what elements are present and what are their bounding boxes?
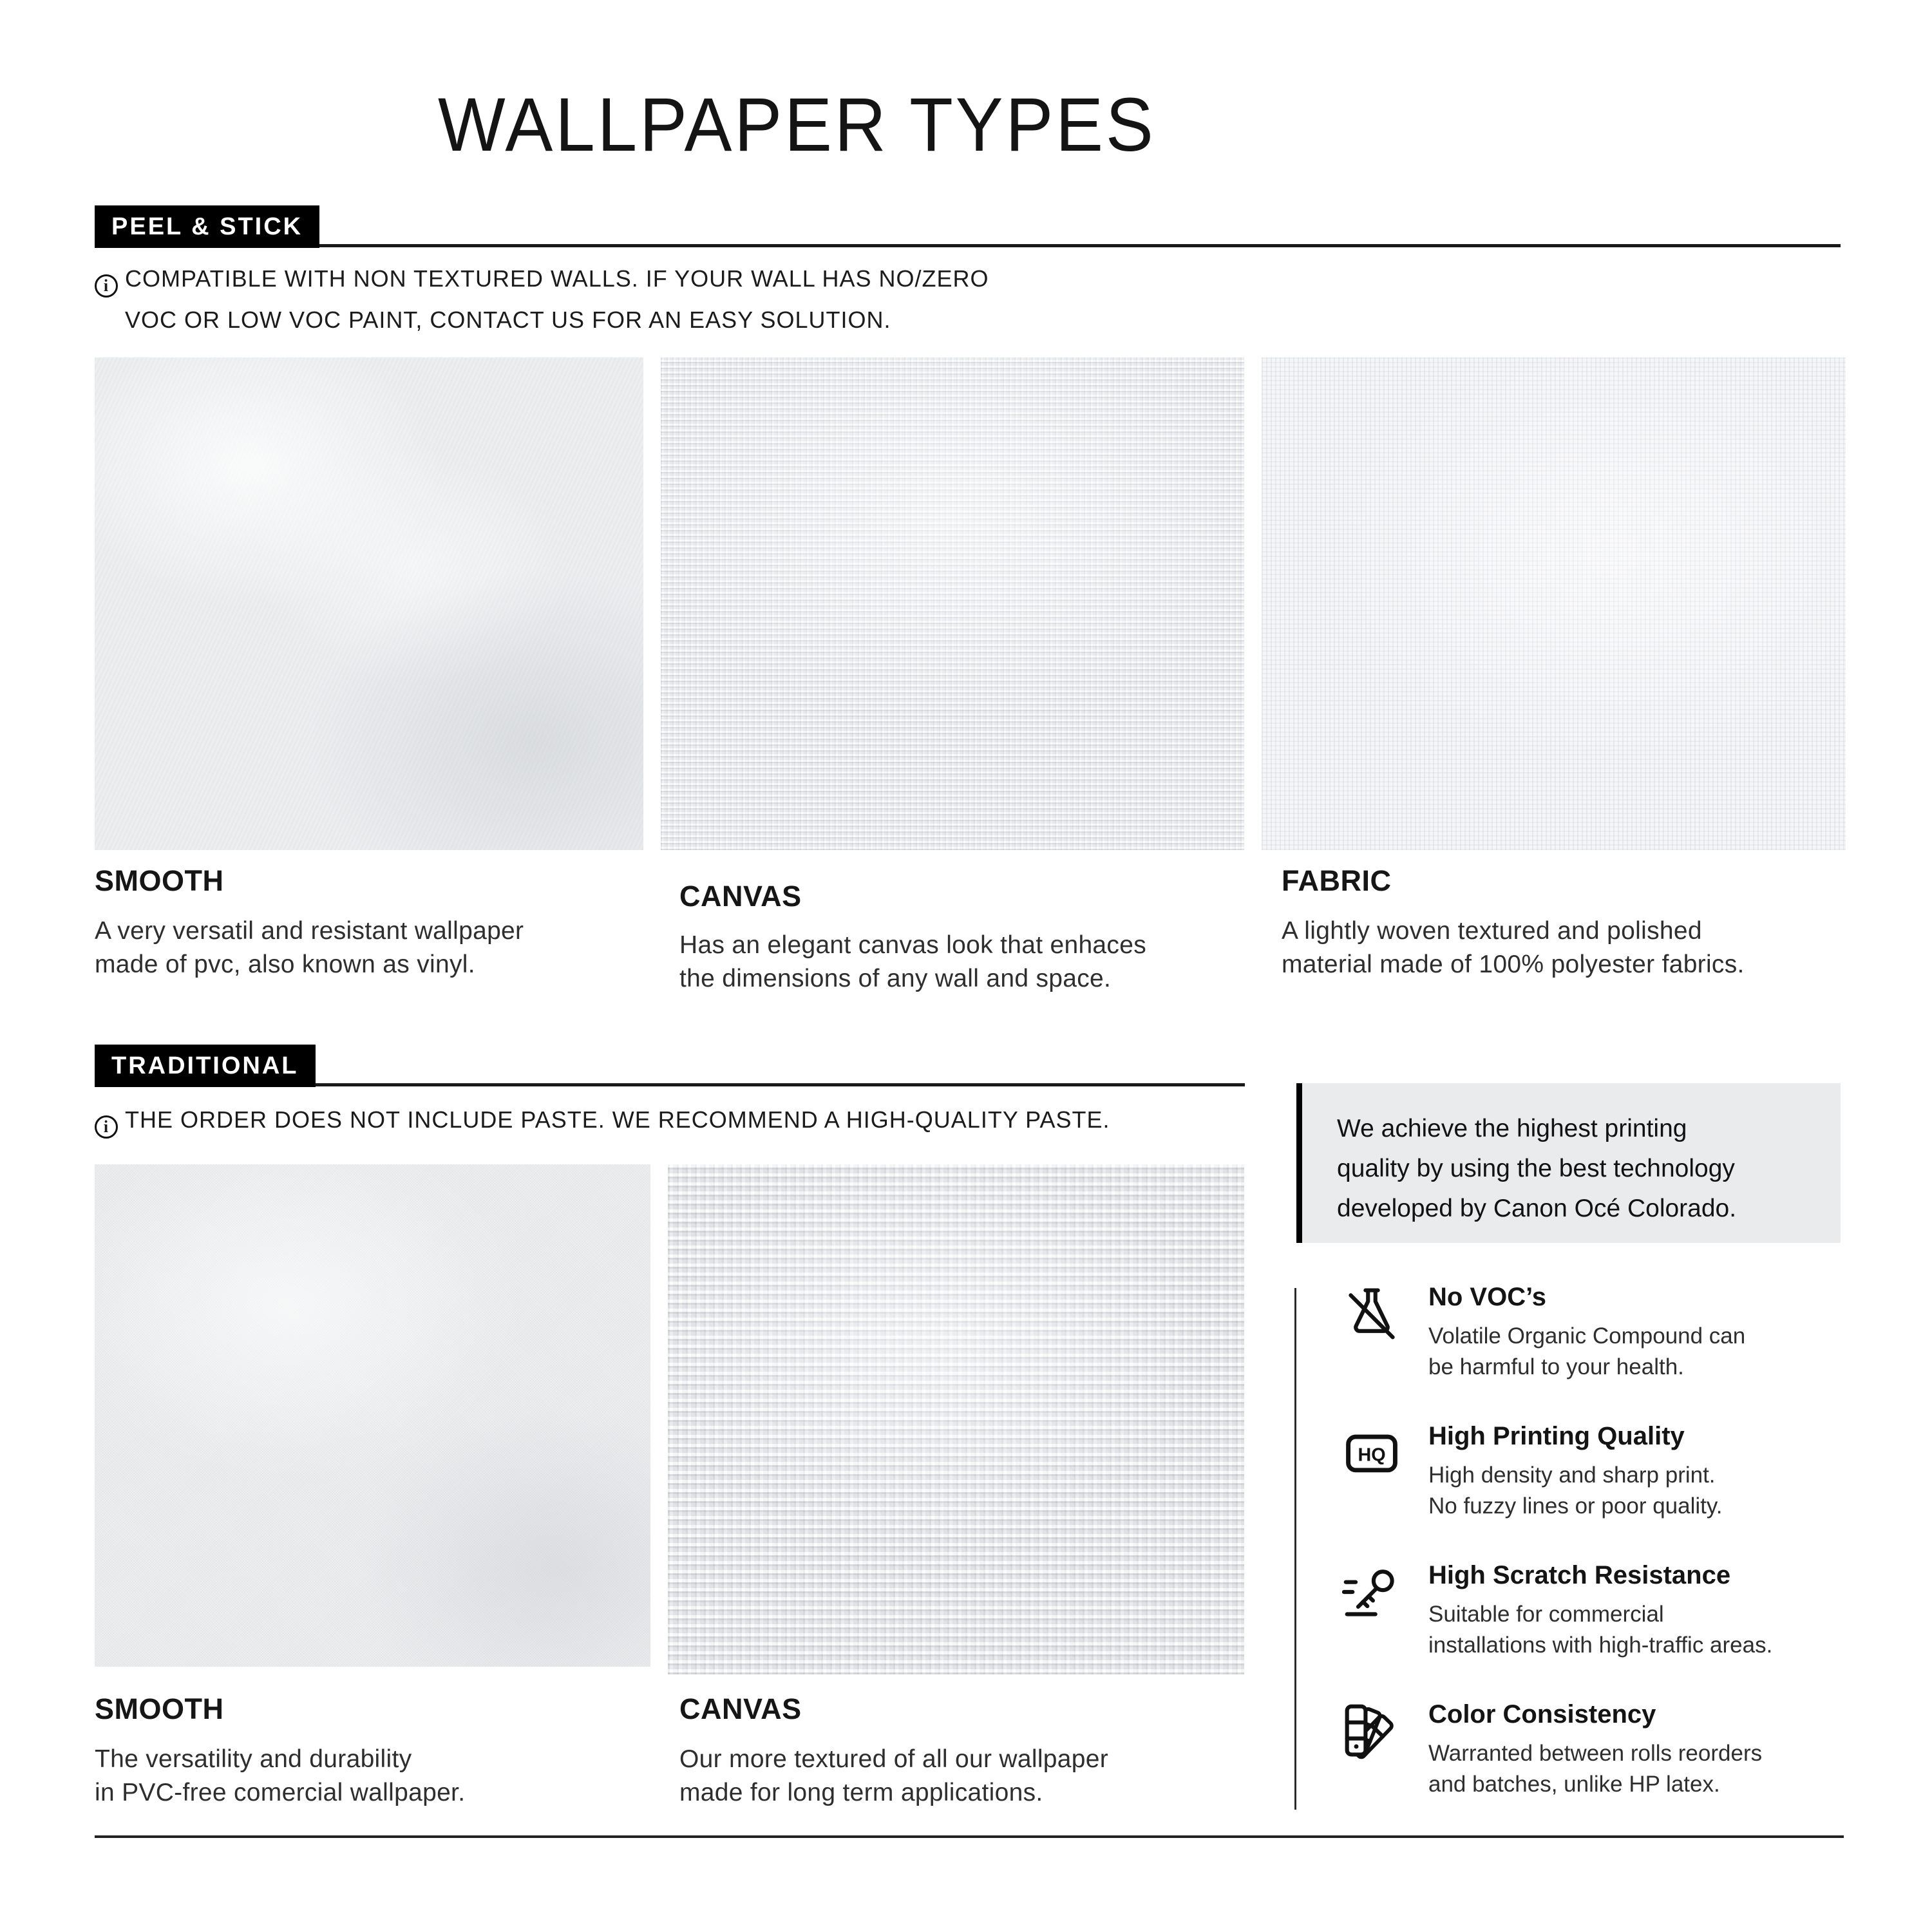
traditional-smooth-swatch: [95, 1164, 650, 1667]
traditional-canvas-swatch: [668, 1164, 1244, 1674]
feature-desc-line2: installations with high-traffic areas.: [1428, 1633, 1773, 1658]
peel-stick-section-rule: [95, 244, 1841, 247]
peel-stick-note-line2: VOC OR LOW VOC PAINT, CONTACT US FOR AN EASY SOLUTION.: [125, 307, 891, 333]
peel-stick-canvas-swatch: [661, 357, 1244, 850]
feature-title: Color Consistency: [1428, 1700, 1656, 1728]
feature-desc-line1: Volatile Organic Compound can: [1428, 1323, 1746, 1349]
traditional-note-text1: THE ORDER DOES NOT INCLUDE PASTE. WE RECOMMEND A HIGH-QUALITY PASTE.: [125, 1106, 1110, 1133]
feature-high-scratch-resistance: [1342, 1561, 1877, 1661]
page-title: WALLPAPER TYPES: [438, 82, 1156, 167]
quality-note-line1: We achieve the highest printing: [1337, 1115, 1687, 1142]
traditional-note-line1: [95, 1106, 1110, 1139]
peel-stick-fabric-swatch: [1262, 357, 1846, 850]
feature-desc-line1: Suitable for commercial: [1428, 1602, 1664, 1627]
quality-note-line2: quality by using the best technology: [1337, 1155, 1735, 1182]
peel-stick-note-text1: COMPATIBLE WITH NON TEXTURED WALLS. IF YOUR WALL HAS NO/ZERO: [125, 265, 989, 292]
printing-quality-note: [1296, 1083, 1841, 1243]
swatch-desc: in PVC-free comercial wallpaper.: [95, 1779, 466, 1806]
bottom-rule: [95, 1835, 1844, 1838]
peel-stick-note: [95, 265, 989, 334]
hq-badge-icon: [1342, 1423, 1401, 1482]
no-voc-flask-icon: [1342, 1284, 1401, 1343]
features-divider: [1294, 1288, 1296, 1810]
quality-note-line3: developed by Canon Océ Colorado.: [1337, 1195, 1737, 1222]
swatch-title: FABRIC: [1282, 864, 1392, 897]
swatch-desc: the dimensions of any wall and space.: [679, 965, 1112, 992]
feature-desc-line1: High density and sharp print.: [1428, 1463, 1716, 1488]
peel-stick-badge: PEEL & STICK: [95, 205, 319, 248]
feature-desc-line2: be harmful to your health.: [1428, 1354, 1684, 1379]
feature-no-voc: [1342, 1283, 1877, 1383]
feature-desc: [1428, 1738, 1877, 1800]
traditional-badge: TRADITIONAL: [95, 1045, 316, 1087]
peel-stick-smooth-swatch: [95, 357, 643, 850]
feature-desc: [1428, 1599, 1877, 1661]
feature-title: High Printing Quality: [1428, 1422, 1685, 1450]
swatch-desc: The versatility and durability: [95, 1745, 412, 1773]
swatch-desc: made of pvc, also known as vinyl.: [95, 951, 475, 978]
feature-color-consistency: [1342, 1700, 1877, 1800]
hq-glyph: HQ: [1358, 1444, 1386, 1466]
swatch-desc: material made of 100% polyester fabrics.: [1282, 951, 1745, 978]
color-swatches-icon: [1342, 1701, 1401, 1761]
info-icon: i: [95, 274, 118, 298]
swatch-title: CANVAS: [679, 1692, 802, 1725]
feature-desc: [1428, 1460, 1877, 1522]
swatch-title: SMOOTH: [95, 864, 224, 897]
swatch-desc: A very versatil and resistant wallpaper: [95, 917, 524, 945]
info-icon: i: [95, 1115, 118, 1139]
feature-desc-line1: Warranted between rolls reorders: [1428, 1741, 1763, 1766]
feature-title: No VOC’s: [1428, 1283, 1546, 1311]
swatch-desc: Our more textured of all our wallpaper: [679, 1745, 1109, 1773]
swatch-desc: made for long term applications.: [679, 1779, 1043, 1806]
feature-desc-line2: and batches, unlike HP latex.: [1428, 1772, 1720, 1797]
peel-stick-note-line1: [95, 265, 989, 298]
swatch-title: SMOOTH: [95, 1692, 224, 1725]
swatch-desc: A lightly woven textured and polished: [1282, 917, 1702, 945]
key-icon: [1342, 1562, 1401, 1622]
feature-desc: [1428, 1321, 1877, 1383]
traditional-note: [95, 1106, 1110, 1139]
swatch-title: CANVAS: [679, 880, 802, 913]
swatch-desc: Has an elegant canvas look that enhaces: [679, 931, 1147, 959]
feature-high-printing-quality: [1342, 1422, 1877, 1522]
feature-desc-line2: No fuzzy lines or poor quality.: [1428, 1493, 1723, 1519]
feature-title: High Scratch Resistance: [1428, 1561, 1731, 1589]
